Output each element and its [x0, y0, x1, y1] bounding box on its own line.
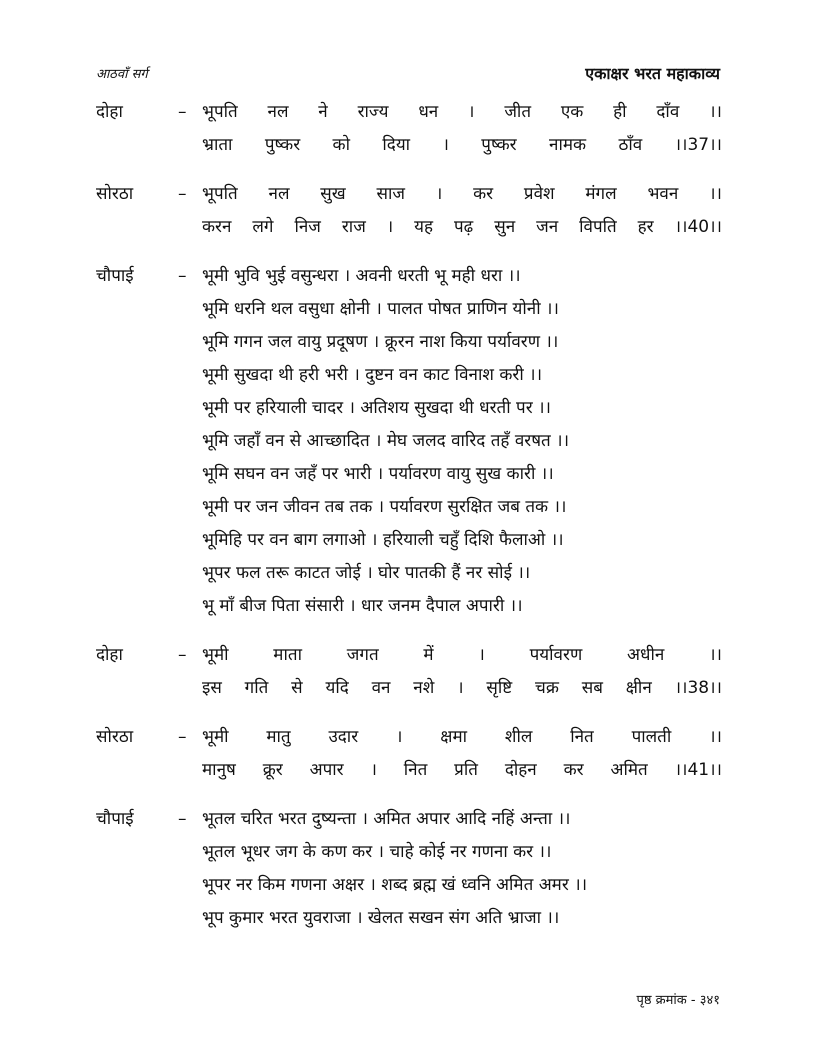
stanza-type-label: चौपाई: [96, 266, 134, 286]
stanza-dash: –: [178, 809, 187, 829]
verse-lines: [202, 803, 722, 935]
verse-line: भूमि गगन जल वायु प्रदूषण । क्रूरन नाश किया पर्यावरण ।।: [202, 332, 559, 352]
verse-line: भूपर फल तरू काटत जोई । घोर पातकी हैं नर सोई ।।: [202, 563, 531, 583]
verse-line: भूमि जहाँ वन से आच्छादित । मेघ जलद वारिद तहँ वरषत ।।: [202, 431, 570, 451]
verse-line: भूमि धरनि थल वसुधा क्षोनी । पालत पोषत प्राणिन योनी ।।: [202, 299, 559, 319]
verse-line: भूतल भूधर जग के कण कर । चाहे कोई नर गणना कर ।।: [202, 842, 552, 862]
verse-line: भूमिहि पर वन बाग लगाओ । हरियाली चहुँ दिशि फैलाओ ।।: [202, 530, 564, 550]
stanza-type-label: चौपाई: [96, 809, 134, 829]
verse-line: करन लगे निज राज । यह पढ़ सुन जन विपति हर ।।40।।: [202, 217, 722, 237]
verse-line: भूमी मातु उदार । क्षमा शील नित पालती ।।: [202, 727, 722, 747]
verse-line: भूमी पर जन जीवन तब तक । पर्यावरण सुरक्षित जब तक ।।: [202, 497, 567, 517]
stanza-dash: –: [178, 266, 187, 286]
verse-lines: [202, 721, 722, 787]
verse-lines: [202, 96, 722, 162]
verse-line: भूपति नल सुख साज । कर प्रवेश मंगल भवन ।।: [202, 184, 722, 204]
stanza: [96, 96, 722, 162]
verse-line: भू माँ बीज पिता संसारी । धार जनम दैपाल अपारी ।।: [202, 596, 523, 616]
verse-lines: [202, 178, 722, 244]
stanza: [96, 721, 722, 787]
verse-line: भूप कुमार भरत युवराजा । खेलत सखन संग अति भ्राजा ।।: [202, 908, 560, 928]
stanza-dash: –: [178, 727, 187, 747]
stanza: [96, 639, 722, 705]
book-title-header: एकाक्षर भरत महाकाव्य: [585, 64, 720, 83]
verse-line: भूमी माता जगत में । पर्यावरण अधीन ।।: [202, 645, 722, 665]
verse-line: भ्राता पुष्कर को दिया । पुष्कर नामक ठाँव ।।37।।: [202, 135, 722, 155]
verse-line: भूमी भुवि भुई वसुन्धरा । अवनी धरती भू मही धरा ।।: [202, 266, 521, 286]
stanza-type-label: सोरठा: [96, 727, 134, 747]
verse-line: भूमि सघन वन जहँ पर भारी । पर्यावरण वायु सुख कारी ।।: [202, 464, 554, 484]
verse-line: भूमी पर हरियाली चादर । अतिशय सुखदा थी धरती पर ।।: [202, 398, 551, 418]
verse-content: [96, 96, 722, 951]
verse-line: भूपर नर किम गणना अक्षर । शब्द ब्रह्म खं ध्वनि अमित अमर ।।: [202, 875, 588, 895]
verse-line: मानुष क्रूर अपार । नित प्रति दोहन कर अमित ।।41।।: [202, 760, 722, 780]
verse-lines: [202, 260, 722, 623]
stanza: [96, 803, 722, 935]
stanza-dash: –: [178, 184, 187, 204]
stanza: [96, 260, 722, 623]
stanza-dash: –: [178, 645, 187, 665]
stanza-type-label: दोहा: [96, 645, 123, 665]
stanza-dash: –: [178, 102, 187, 122]
stanza-type-label: दोहा: [96, 102, 123, 122]
verse-line: भूपति नल ने राज्य धन । जीत एक ही दाँव ।।: [202, 102, 722, 122]
verse-line: भूतल चरित भरत दुष्यन्ता । अमित अपार आदि नहिं अन्ता ।।: [202, 809, 571, 829]
chapter-header: आठवाँ सर्ग: [96, 67, 148, 82]
stanza: [96, 178, 722, 244]
page-number: पृष्ठ क्रमांक - ३४१: [636, 993, 720, 1008]
verse-line: इस गति से यदि वन नशे । सृष्टि चक्र सब क्षीन ।।38।।: [202, 678, 722, 698]
verse-lines: [202, 639, 722, 705]
stanza-type-label: सोरठा: [96, 184, 134, 204]
verse-line: भूमी सुखदा थी हरी भरी । दुष्टन वन काट विनाश करी ।।: [202, 365, 543, 385]
